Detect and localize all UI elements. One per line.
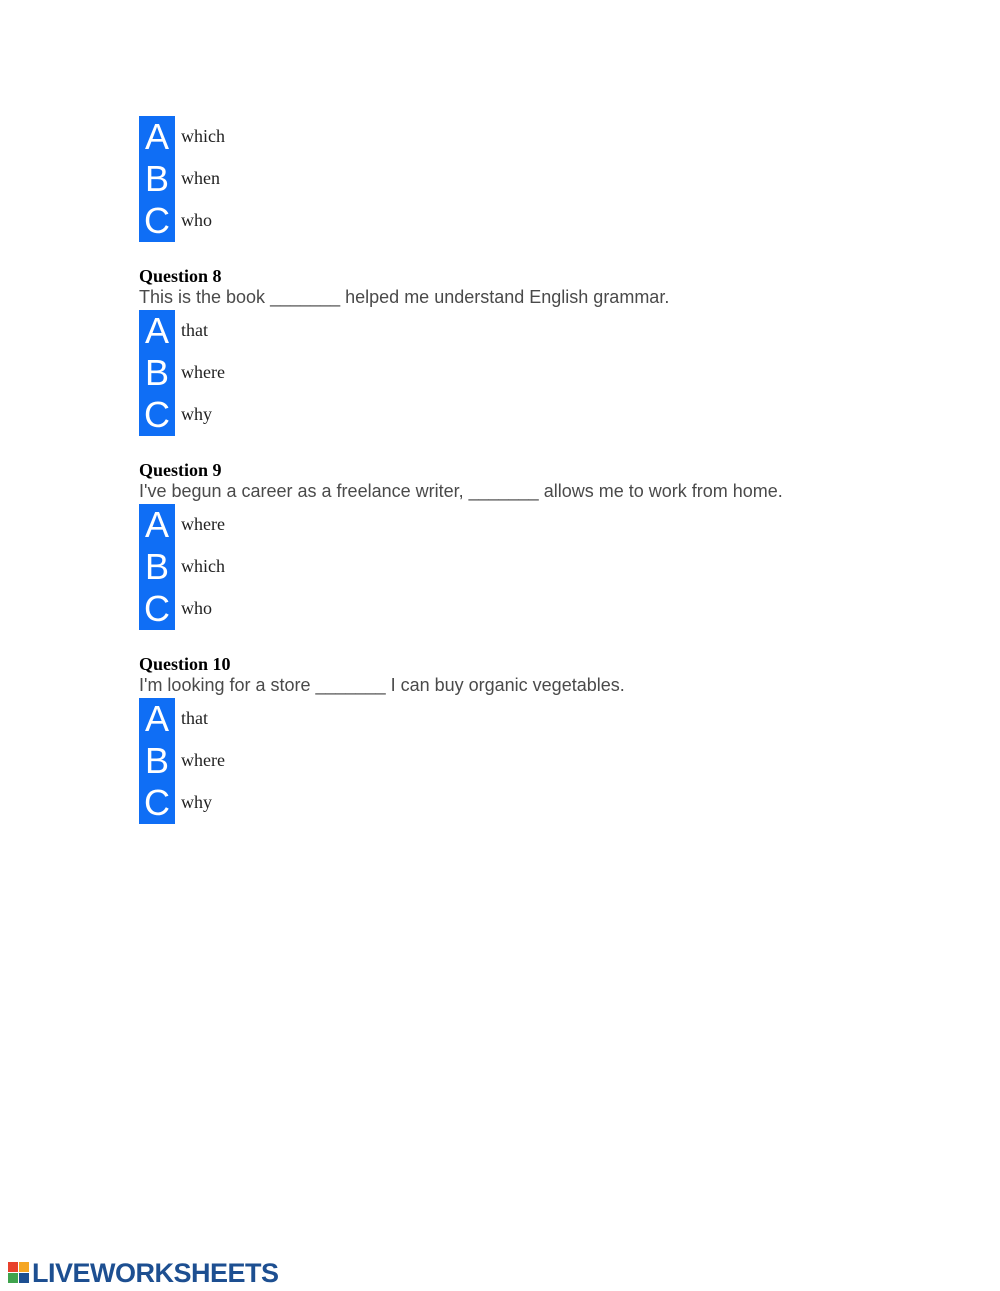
question-text: I've begun a career as a freelance writer, _______ allows me to work from home. <box>139 481 783 501</box>
option-letter[interactable]: B <box>139 158 175 200</box>
option-letter[interactable]: C <box>139 394 175 436</box>
option-text[interactable]: which <box>181 125 225 146</box>
option-text[interactable]: where <box>181 361 225 382</box>
question-text: This is the book _______ helped me understand English grammar. <box>139 287 670 307</box>
option-letter[interactable]: A <box>139 504 175 546</box>
question-text: I'm looking for a store _______ I can buy organic vegetables. <box>139 675 625 695</box>
question-block-10 <box>139 654 625 824</box>
option-text[interactable]: that <box>181 319 208 340</box>
option-text[interactable]: that <box>181 707 208 728</box>
option-text[interactable]: where <box>181 749 225 770</box>
question-block-7 <box>139 116 225 242</box>
option-text[interactable]: who <box>181 209 212 230</box>
option-b[interactable] <box>139 546 783 588</box>
option-text[interactable]: which <box>181 555 225 576</box>
options-list <box>139 310 669 436</box>
option-letter[interactable]: A <box>139 116 175 158</box>
option-letter[interactable]: B <box>139 352 175 394</box>
option-a[interactable] <box>139 310 669 352</box>
question-title: Question 9 <box>139 460 222 480</box>
option-text[interactable]: who <box>181 597 212 618</box>
option-c[interactable] <box>139 200 225 242</box>
option-text[interactable]: when <box>181 167 220 188</box>
question-block-8 <box>139 266 669 436</box>
question-title: Question 8 <box>139 266 222 286</box>
options-list <box>139 504 783 630</box>
option-letter[interactable]: A <box>139 698 175 740</box>
option-text[interactable]: why <box>181 791 212 812</box>
option-a[interactable] <box>139 698 625 740</box>
option-text[interactable]: where <box>181 513 225 534</box>
option-letter[interactable]: B <box>139 740 175 782</box>
option-letter[interactable]: B <box>139 546 175 588</box>
options-list <box>139 116 225 242</box>
option-c[interactable] <box>139 588 783 630</box>
options-list <box>139 698 625 824</box>
option-a[interactable] <box>139 116 225 158</box>
option-text[interactable]: why <box>181 403 212 424</box>
option-b[interactable] <box>139 740 625 782</box>
option-letter[interactable]: C <box>139 588 175 630</box>
liveworksheets-logo[interactable] <box>8 1258 279 1288</box>
question-title: Question 10 <box>139 654 231 674</box>
logo-text: LIVEWORKSHEETS <box>32 1257 279 1288</box>
question-block-9 <box>139 460 783 630</box>
option-a[interactable] <box>139 504 783 546</box>
liveworksheets-logo-icon <box>8 1262 30 1284</box>
option-c[interactable] <box>139 394 669 436</box>
option-letter[interactable]: A <box>139 310 175 352</box>
option-letter[interactable]: C <box>139 200 175 242</box>
option-b[interactable] <box>139 352 669 394</box>
option-letter[interactable]: C <box>139 782 175 824</box>
option-c[interactable] <box>139 782 625 824</box>
option-b[interactable] <box>139 158 225 200</box>
